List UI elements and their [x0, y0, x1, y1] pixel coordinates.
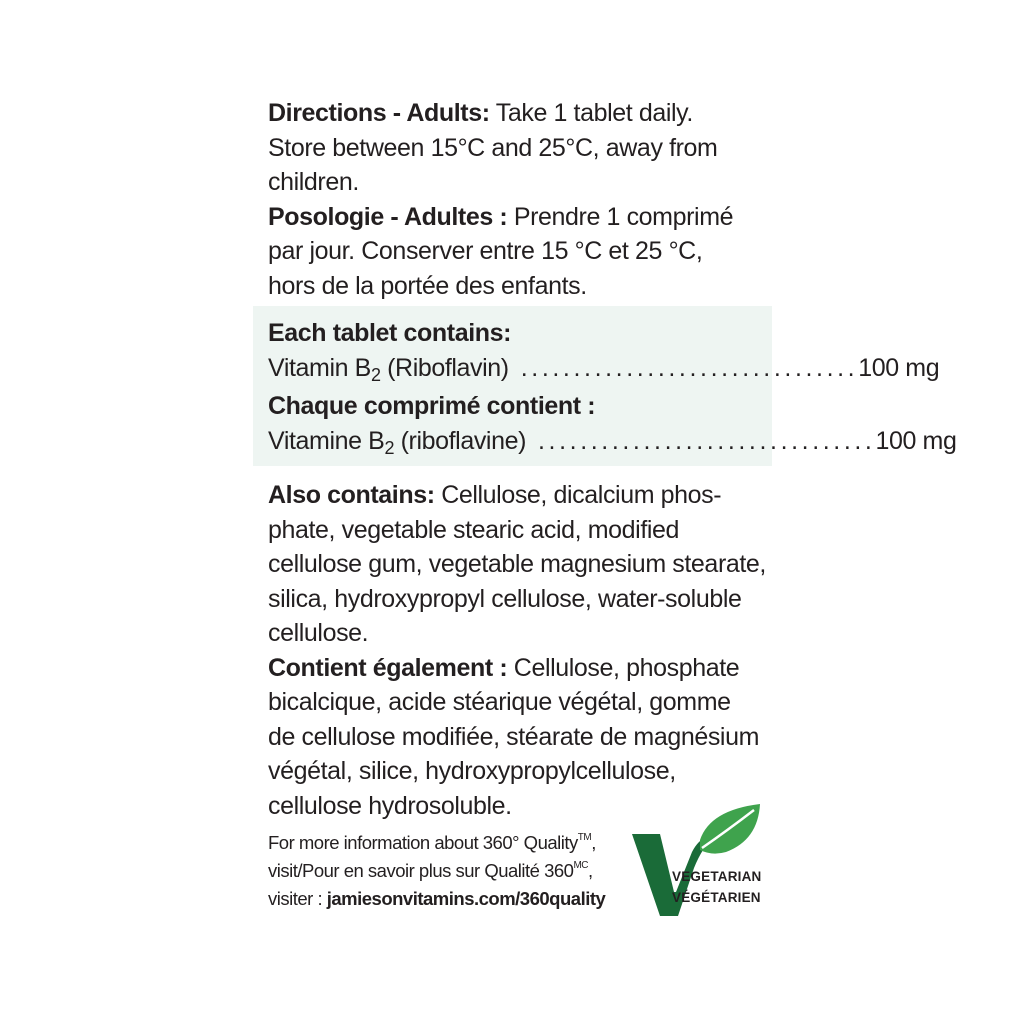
quality-info-line-3 — [268, 885, 628, 913]
directions-fr-heading: Posologie - Adultes : — [268, 202, 508, 231]
ingredients-en-line-4: silica, hydroxypropyl cellulose, water-soluble — [268, 584, 742, 613]
quality-url-link[interactable]: jamiesonvitamins.com/360quality — [326, 888, 606, 909]
ingredients-fr-line-3: de cellulose modifiée, stéarate de magnésium — [268, 722, 760, 751]
quality-info-line-2 — [268, 857, 628, 885]
directions-en-text: Take 1 tablet daily. — [489, 99, 693, 127]
vegetarian-label-fr: VÉGÉTARIEN — [672, 890, 761, 905]
quality-info — [268, 829, 628, 913]
nutrition-en-heading: Each tablet contains: — [268, 319, 512, 347]
ingredients-fr-text: Cellulose, phosphate — [507, 653, 740, 682]
ingredients-section — [268, 478, 768, 823]
nutrition-en-item-rest: (Riboflavin) — [380, 353, 509, 382]
quality-info-line-1 — [268, 829, 628, 857]
directions-fr-text: Prendre 1 comprimé — [507, 202, 734, 231]
nutrition-section — [268, 316, 957, 458]
ingredients-en-text: Cellulose, dicalcium phos- — [434, 481, 722, 509]
quality-info-text-2: visit/Pour en savoir plus sur Qualité 360 — [268, 860, 574, 881]
leader-dots: ................................ — [520, 353, 859, 382]
leader-dots: ................................ — [538, 426, 876, 455]
ingredients-en-line-5: cellulose. — [268, 619, 369, 647]
quality-info-end-1: , — [591, 832, 596, 853]
ingredients-fr-line-5: cellulose hydrosoluble. — [268, 791, 512, 820]
directions-section — [268, 96, 768, 303]
nutrition-fr-item-name: Vitamine B — [268, 426, 385, 455]
directions-en-line-2: Store between 15°C and 25°C, away from — [268, 133, 718, 162]
directions-en-line-3: children. — [268, 168, 359, 196]
trademark-mark: TM — [577, 832, 592, 843]
ingredients-en-heading: Also contains: — [268, 481, 435, 509]
nutrition-en-row — [268, 351, 940, 386]
quality-info-end-2: , — [588, 860, 593, 881]
ingredients-fr-heading: Contient également : — [268, 653, 508, 682]
quality-info-text-1: For more information about 360° Quality — [268, 832, 578, 853]
vegetarian-badge-text — [672, 866, 762, 908]
ingredients-fr-line-2: bicalcique, acide stéarique végétal, gomme — [268, 688, 731, 716]
nutrition-en-amount: 100 mg — [858, 353, 940, 382]
nutrition-en-item-name: Vitamin B — [268, 353, 371, 382]
nutrition-en-item — [268, 351, 509, 386]
vegetarian-label-en: VEGETARIAN — [672, 869, 762, 884]
ingredients-en-line-3: cellulose gum, vegetable magnesium stearate, — [268, 550, 766, 578]
directions-fr-line-3: hors de la portée des enfants. — [268, 271, 587, 300]
directions-en-line-1 — [268, 96, 768, 131]
nutrition-fr-item — [268, 424, 526, 459]
nutrition-fr-row — [268, 424, 957, 459]
nutrition-fr-heading: Chaque comprimé contient : — [268, 392, 596, 420]
nutrition-fr-item-rest: (riboflavine) — [394, 426, 527, 455]
ingredients-fr-line-4: végétal, silice, hydroxypropylcellulose, — [268, 757, 676, 785]
nutrition-en-subscript: 2 — [370, 364, 381, 385]
trademark-mark-fr: MC — [573, 860, 589, 871]
nutrition-fr-subscript: 2 — [384, 437, 395, 458]
quality-info-text-3: visiter : — [268, 888, 327, 909]
directions-en-heading: Directions - Adults: — [268, 99, 490, 127]
directions-fr-line-2: par jour. Conserver entre 15 °C et 25 °C, — [268, 237, 703, 265]
ingredients-en-line-2: phate, vegetable stearic acid, modified — [268, 515, 680, 544]
ingredients-en-line-1 — [268, 478, 768, 513]
nutrition-fr-amount: 100 mg — [875, 426, 957, 455]
directions-fr-line-1 — [268, 200, 768, 235]
ingredients-fr-line-1 — [268, 651, 768, 686]
